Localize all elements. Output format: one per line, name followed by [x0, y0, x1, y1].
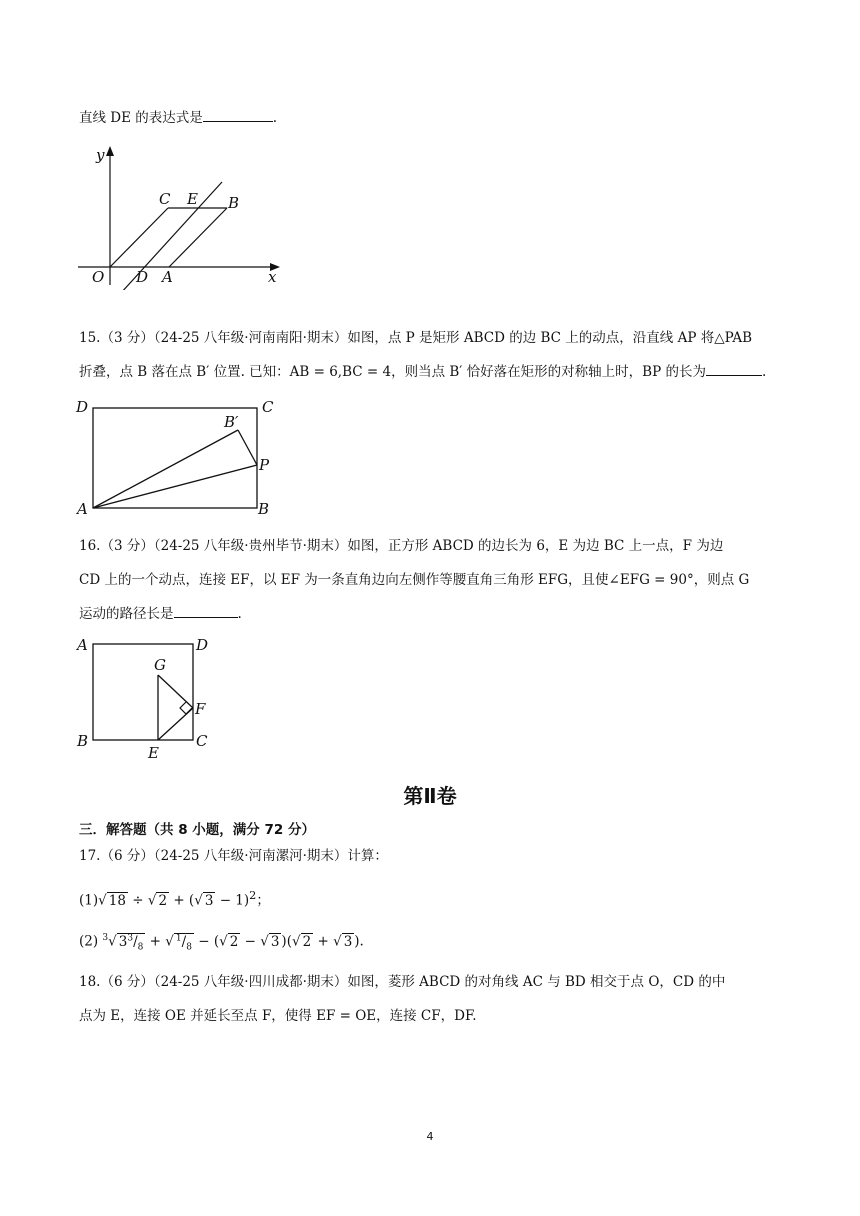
q16-figure — [74, 632, 224, 762]
label-B: B — [77, 732, 89, 750]
q17-sub2-end: ). — [354, 933, 364, 950]
q17-sub2-ep: + — [313, 933, 334, 950]
q17-sub1-exponent: 2 — [249, 889, 257, 902]
q17-sub1-plus: + ( — [169, 892, 195, 909]
q17-sub2-radicand-a: $3^3/_8$ — [118, 933, 144, 953]
q17-sub1-radicand-b: 2 — [158, 892, 168, 909]
q17-sub2-radicand-d: 3 — [270, 933, 280, 950]
segment-B-prime-P — [238, 430, 257, 465]
q15-end: . — [761, 364, 767, 380]
label-C: C — [196, 732, 208, 750]
q16-end: . — [237, 606, 242, 622]
q15-line2 — [79, 362, 766, 382]
q17-sub1-end: ； — [256, 892, 270, 909]
segment-AB — [169, 208, 227, 267]
q18-line2: 点为 E，连接 OE 并延长至点 F，使得 EF = OE，连接 CF，DF. — [79, 1008, 477, 1024]
label-G: G — [154, 656, 166, 674]
q17-sub2-a-num: 3 — [127, 933, 134, 943]
q17-sub2-radicand-e: 2 — [302, 933, 312, 950]
q16-line1: 16.（3 分）（24-25 八年级·贵州毕节·期末）如图，正方形 ABCD 的边长为 6，E 为边 BC 上一点，F 为边 — [79, 538, 724, 554]
label-B: B — [258, 500, 270, 518]
label-A: A — [77, 500, 88, 518]
label-D: D — [136, 268, 149, 286]
q15-line1: 15.（3 分）（24-25 八年级·河南南阳·期末）如图，点 P 是矩形 ABCD 的边 BC 上的动点，沿直线 AP 将△PAB — [79, 330, 753, 346]
label-P: P — [259, 456, 270, 474]
label-O: O — [92, 268, 105, 286]
label-A: A — [77, 636, 88, 654]
label-D: D — [196, 636, 209, 654]
segment-OC — [110, 208, 168, 267]
y-axis-arrow-icon — [106, 146, 114, 156]
square-ABCD — [93, 644, 193, 740]
label-A: A — [162, 268, 173, 286]
q18-line1: 18.（6 分）（24-25 八年级·四川成都·期末）如图，菱形 ABCD 的对角线 AC 与 BD 相交于点 O，CD 的中 — [79, 974, 726, 990]
label-C: C — [159, 190, 171, 208]
q17-sub1-radicand-a: 18 — [108, 892, 126, 909]
segment-AB-prime — [93, 430, 238, 508]
q15-line2-text: 折叠，点 B 落在点 B′ 位置. 已知：AB = 6,BC = 4，则当点 B′ 恰好落在矩形的对称轴上时，BP 的长为 — [79, 364, 706, 380]
q15-answer-blank[interactable] — [706, 363, 762, 376]
label-E: E — [187, 190, 198, 208]
q17-sub2-b-num: 1 — [175, 933, 182, 943]
right-angle-icon — [180, 702, 192, 714]
q17-sub1-label: (1) — [79, 892, 99, 909]
q17-sub2-root-index: 3 — [102, 933, 109, 943]
segment-GF — [158, 675, 193, 708]
q14-tail: 直线 DE 的表达式是 — [79, 110, 203, 126]
section3-title: 三．解答题（共 8 小题，满分 72 分） — [79, 822, 315, 838]
q14-text — [79, 108, 277, 128]
page-number: 4 — [426, 1130, 434, 1143]
q17-sub2-label: (2) — [79, 933, 99, 950]
q16-line3-text: 运动的路径长是 — [79, 606, 174, 622]
q17-line1: 17.（6 分）（24-25 八年级·河南漯河·期末）计算： — [79, 848, 388, 864]
label-D: D — [76, 398, 89, 416]
label-E: E — [148, 744, 159, 762]
label-F: F — [195, 700, 206, 718]
q17-sub2-radicand-b: $^1/_8$ — [175, 933, 192, 953]
label-y: y — [96, 146, 105, 164]
q17-sub1-div: ÷ — [127, 892, 148, 909]
q15-figure — [74, 394, 289, 519]
label-C: C — [262, 398, 274, 416]
q17-sub2-a-den: 8 — [137, 942, 144, 953]
q17-sub2-minus: − ( — [193, 933, 220, 950]
segment-AP — [93, 465, 257, 508]
q17-sub1: (1)√ 18 ÷ √ 2 + (√ 3 − 1)$^2$； — [79, 889, 270, 909]
q17-sub2-plus: + — [145, 933, 166, 950]
q17-sub2-mid: )( — [281, 933, 292, 950]
q16-line3 — [79, 604, 242, 624]
label-x: x — [268, 268, 277, 286]
q14-end: . — [272, 110, 278, 126]
q17-sub1-tail: − 1) — [215, 892, 250, 909]
label-B-prime: B′ — [224, 413, 239, 431]
q14-figure — [74, 140, 289, 290]
q17-sub2-b-den: 8 — [186, 942, 192, 953]
part2-title: 第Ⅱ卷 — [403, 784, 457, 808]
q17-sub2-cm: − — [240, 933, 261, 950]
q17-sub1-radicand-c: 3 — [204, 892, 214, 909]
q17-sub2-a-whole: 3 — [118, 933, 128, 950]
q14-answer-blank[interactable] — [203, 109, 273, 122]
q17-sub2-radicand-f: 3 — [343, 933, 353, 950]
q17-sub2: (2) $^3$√ $3^3/_8$ + √ $^1/_8$ − (√ 2 − √ 3 )(√ 2 + √ 3 ). — [79, 933, 364, 953]
label-B: B — [228, 194, 240, 212]
q16-answer-blank[interactable] — [174, 605, 238, 618]
q16-line2: CD 上的一个动点，连接 EF，以 EF 为一条直角边向左侧作等腰直角三角形 EFG，且使∠EFG = 90°，则点 G — [79, 572, 750, 588]
q17-sub2-radicand-c: 2 — [229, 933, 239, 950]
